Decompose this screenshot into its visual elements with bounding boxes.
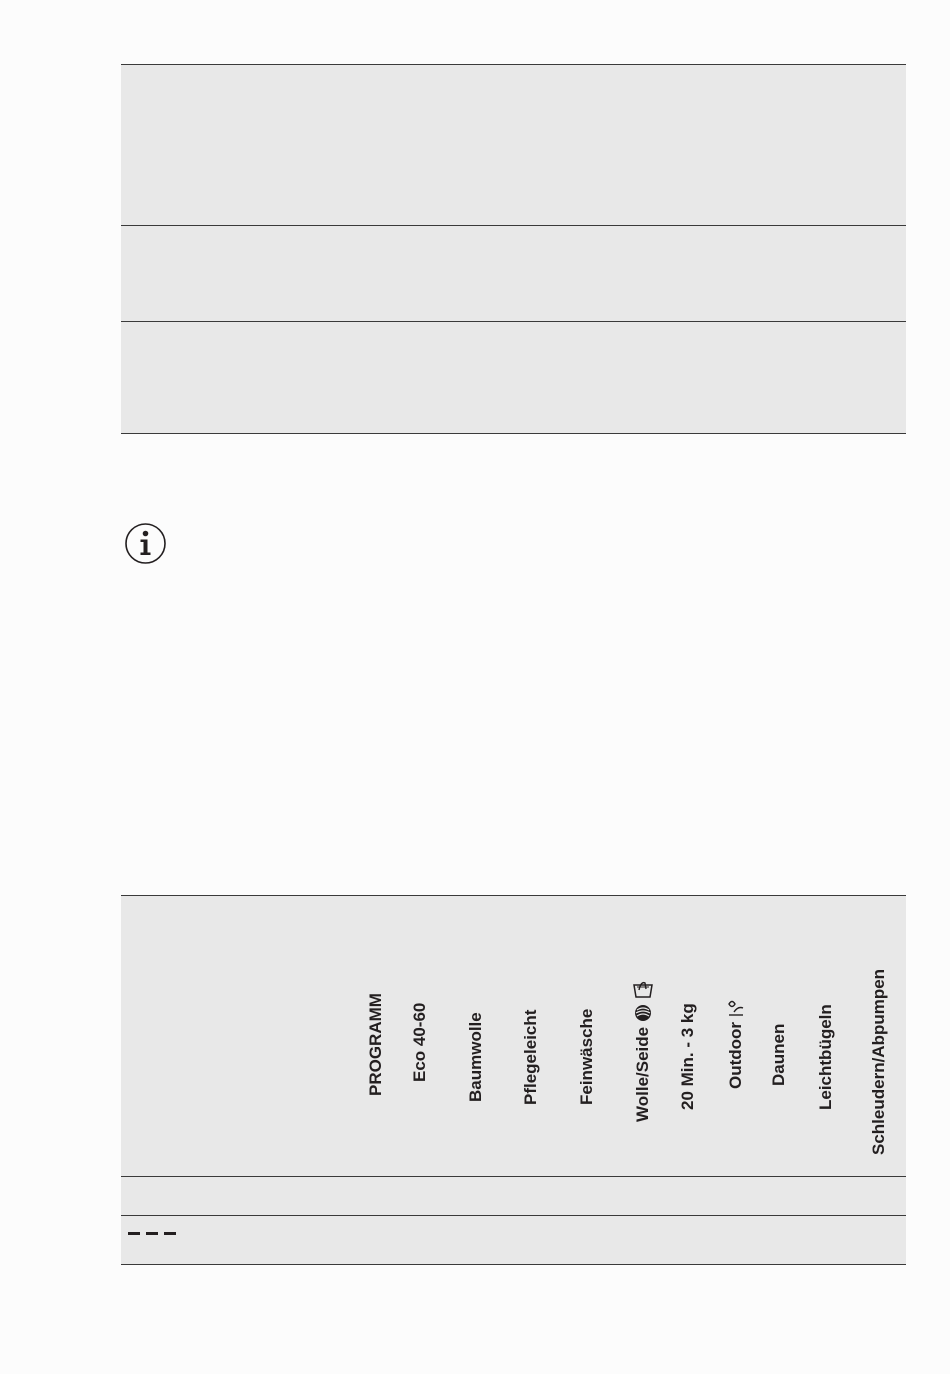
program-wolle-seide <box>632 977 654 1122</box>
program-table <box>121 895 906 1265</box>
table-row <box>121 1176 906 1216</box>
program-table-header <box>121 896 906 1177</box>
outdoor-icon <box>726 998 746 1018</box>
program-pflegeleicht: Pflegeleicht <box>521 1009 540 1105</box>
program-wolle-seide-label: Wolle/Seide <box>633 1026 652 1122</box>
info-icon <box>124 522 167 565</box>
program-leichtbuegeln: Leichtbügeln <box>816 1004 835 1110</box>
program-daunen: Daunen <box>769 1023 788 1086</box>
table-row <box>121 226 906 322</box>
table-row <box>121 65 906 226</box>
table-row <box>121 322 906 434</box>
table-row <box>121 1216 906 1265</box>
program-outdoor-label: Outdoor <box>726 1021 745 1089</box>
wool-icon <box>633 1003 653 1023</box>
program-header-label: PROGRAMM <box>366 993 385 1096</box>
program-20-min-3-kg: 20 Min. - 3 kg <box>678 1003 697 1110</box>
handwash-icon <box>632 977 654 999</box>
program-eco-40-60: Eco 40-60 <box>410 1002 429 1082</box>
program-baumwolle: Baumwolle <box>466 1012 485 1102</box>
dash-indicator-icon <box>128 1232 176 1235</box>
program-outdoor <box>726 998 746 1089</box>
program-feinwaesche: Feinwäsche <box>577 1008 596 1105</box>
program-schleudern-abpumpen: Schleudern/Abpumpen <box>869 968 888 1155</box>
top-table <box>121 64 906 434</box>
